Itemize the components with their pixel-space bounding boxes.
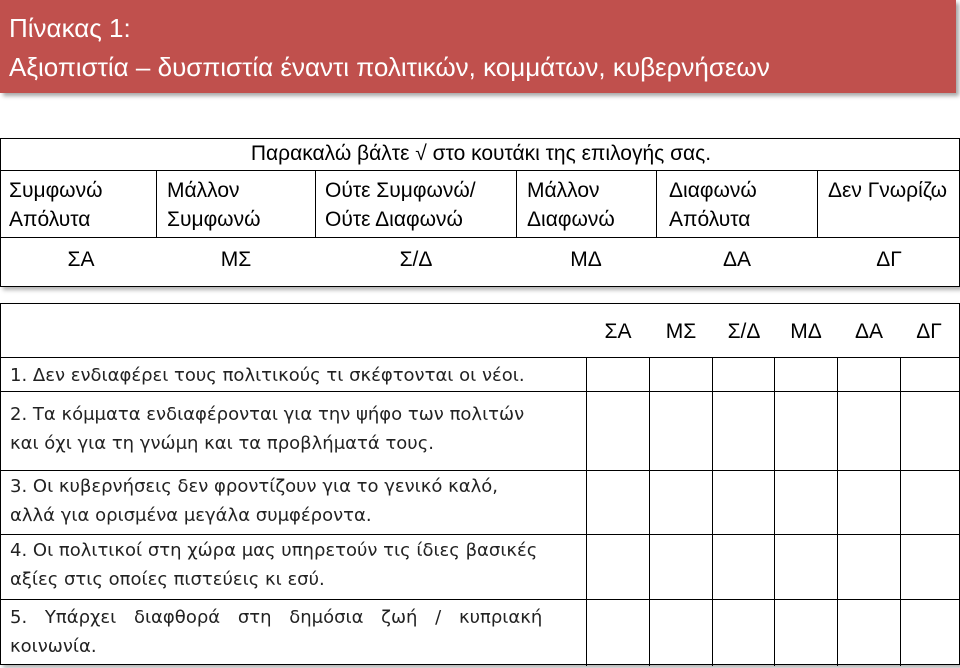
column-divider — [712, 357, 713, 666]
statement-5: 5. Υπάρχει διαφθορά στη δημόσια ζωή / κυπριακή κοινωνία. — [10, 607, 543, 657]
legend-option-somewhat-agree: Μάλλον Συμφωνώ — [167, 179, 261, 231]
statement-4: 4. Οι πολιτικοί στη χώρα μας υπηρετούν τις ίδιες βασικές αξίες στις οποίες πιστεύεις κι εσύ. — [10, 540, 538, 590]
legend-option-dont-know: Δεν Γνωρίζω — [828, 179, 948, 202]
row-divider — [1, 357, 959, 358]
response-legend-table — [0, 138, 960, 287]
legend-abbr-md: ΜΔ — [570, 248, 602, 271]
table-title: Αξιοπιστία – δυσπιστία έναντι πολιτικών, κομμάτων, κυβερνήσεων — [9, 52, 770, 82]
legend-abbr-dg: ΔΓ — [876, 248, 902, 271]
column-divider — [900, 357, 901, 666]
statement-1: 1. Δεν ενδιαφέρει τους πολιτικούς τι σκέφτονται οι νέοι. — [10, 365, 525, 386]
divider — [1, 237, 959, 238]
column-divider — [656, 170, 657, 237]
legend-option-neutral: Ούτε Συμφωνώ/ Ούτε Διαφωνώ — [325, 179, 476, 231]
legend-abbr-da: ΔΑ — [722, 248, 752, 271]
column-divider — [156, 170, 157, 237]
column-divider — [586, 357, 587, 666]
legend-abbr-ms: ΜΣ — [220, 248, 252, 271]
row-divider — [1, 391, 959, 392]
column-divider — [774, 357, 775, 666]
column-header-dg: ΔΓ — [916, 320, 942, 343]
instruction-text: Παρακαλώ βάλτε √ στο κουτάκι της επιλογής σας. — [250, 142, 712, 165]
column-header-md: ΜΔ — [790, 320, 822, 343]
divider — [1, 170, 959, 171]
column-divider — [837, 357, 838, 666]
column-header-sa: ΣΑ — [604, 320, 632, 343]
column-header-da: ΔΑ — [854, 320, 884, 343]
statement-3: 3. Οι κυβερνήσεις δεν φροντίζουν για το γενικό καλό, αλλά για ορισμένα μεγάλα συμφέροντα. — [10, 476, 498, 526]
legend-option-strongly-disagree: Διαφωνώ Απόλυτα — [669, 179, 757, 231]
title-banner — [0, 0, 956, 93]
row-divider — [1, 470, 959, 471]
table-number-title: Πίνακας 1: — [9, 13, 131, 43]
column-divider — [516, 170, 517, 237]
column-divider — [817, 170, 818, 237]
column-divider — [315, 170, 316, 237]
column-divider — [649, 357, 650, 666]
statements-table — [0, 303, 960, 665]
legend-abbr-sd: Σ/Δ — [399, 248, 433, 271]
column-header-ms: ΜΣ — [665, 320, 697, 343]
column-header-sd: Σ/Δ — [727, 320, 761, 343]
row-divider — [1, 534, 959, 535]
row-divider — [1, 599, 959, 600]
statement-2: 2. Τα κόμματα ενδιαφέρονται για την ψήφο των πολιτών και όχι για τη γνώμη και τα προβλήματά τους. — [10, 404, 525, 454]
legend-abbr-sa: ΣΑ — [67, 248, 95, 271]
legend-option-strongly-agree: Συμφωνώ Απόλυτα — [9, 179, 103, 231]
legend-option-somewhat-disagree: Μάλλον Διαφωνώ — [527, 179, 615, 231]
